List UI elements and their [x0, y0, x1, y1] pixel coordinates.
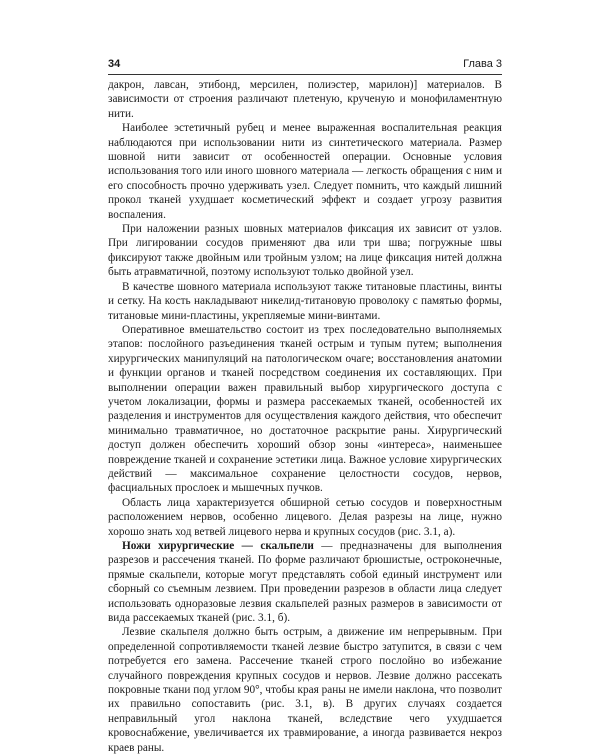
paragraph: дакрон, лавсан, этибонд, мерсилен, полиэстер, марилон)] материалов. В зависимости от строения различают плетеную, крученую и монофиламентную нити.	[108, 79, 502, 120]
running-header	[108, 58, 502, 72]
paragraph: В качестве шовного материала используют также титановые пластины, винты и сетку. На кость накладывают никелид-титановую проволоку с памятью формы, титановые мини-пластины, укрепляемые мини-винтами.	[108, 280, 502, 322]
header-rule	[108, 74, 502, 75]
chapter-title: Глава 3	[463, 58, 502, 70]
paragraph	[108, 539, 502, 625]
paragraph: Оперативное вмешательство состоит из трех последовательно выполняемых этапов: послойного разъединения тканей острым и тупым путем; выполнения хирургических манипуляций на патологическом очаге; восстановления анатомии и функции органов и тканей посредством соединения их составляющих. При выполнении операции важен правильный выбор хирургического доступа с учетом локализации, формы и размера рассекаемых тканей, особенностей их разделения и инструментов для осуществления каждого действия, что обеспечит минимально травматичное, но достаточное раскрытие раны. Хирургический доступ должен обеспечить хороший обзор зоны «интереса», наименьшее повреждение тканей и сохранение эстетики лица. Важное условие хирургических действий — максимальное сохранение целостности сосудов, нервов, фасциальных прослоек и мышечных пучков.	[108, 323, 502, 495]
paragraph: Наиболее эстетичный рубец и менее выраженная воспалительная реакция наблюдаются при использовании нити из синтетического материала. Размер шовной нити зависит от особенностей операции. Основные условия использования того или иного шовного материала — легкость обращения с ним и его способность прочно удерживать узел. Следует помнить, что каждый лишний прокол тканей ухудшает косметический эффект и создает угрозу развития воспаления.	[108, 122, 502, 221]
paragraph-text: — предназначены для выполнения разрезов и рассечения тканей. По форме различают брюшистые, остроконечные, прямые скальпели, которые могут представлять собой единый инструмент или сборный со съемным лезвием. При проведении разрезов в области лица следует использовать одноразовые лезвия скальпелей разных размеров в зависимости от вида рассекаемых тканей (рис. 3.1, б).	[108, 540, 502, 625]
paragraph: При наложении разных шовных материалов фиксация их зависит от узлов. При лигировании сосудов применяют два или три шва; погружные швы фиксируют также двойным или тройным узлом; на лице фиксация нитей должна быть атравматичной, поэтому используют только двойной узел.	[108, 223, 502, 279]
paragraph: Область лица характеризуется обширной сетью сосудов и поверхностным расположением нервов, особенно лицевого. Делая разрезы на лице, нужно хорошо знать ход ветвей лицевого нерва и крупных сосудов (рис. 3.1, а).	[108, 496, 502, 538]
paragraph: Лезвие скальпеля должно быть острым, а движение им непрерывным. При определенной сопротивляемости тканей лезвие быстро затупится, в связи с чем потребуется его замена. Рассечение тканей строго послойно во избежание случайного повреждения крупных сосудов и нервов. Лезвие должно рассекать покровные ткани под углом 90°, чтобы края раны не имели наклона, что позволит их правильно сопоставить (рис. 3.1, в). В других случаях создается неправильный угол наклона тканей, вследствие чего ухудшается кровоснабжение, увеличивается их травмирование, а иногда развивается некроз краев раны.	[108, 626, 502, 754]
term-heading: Ножи хирургические — скальпели	[122, 540, 314, 552]
page-number: 34	[108, 58, 121, 70]
body-text	[108, 78, 502, 755]
